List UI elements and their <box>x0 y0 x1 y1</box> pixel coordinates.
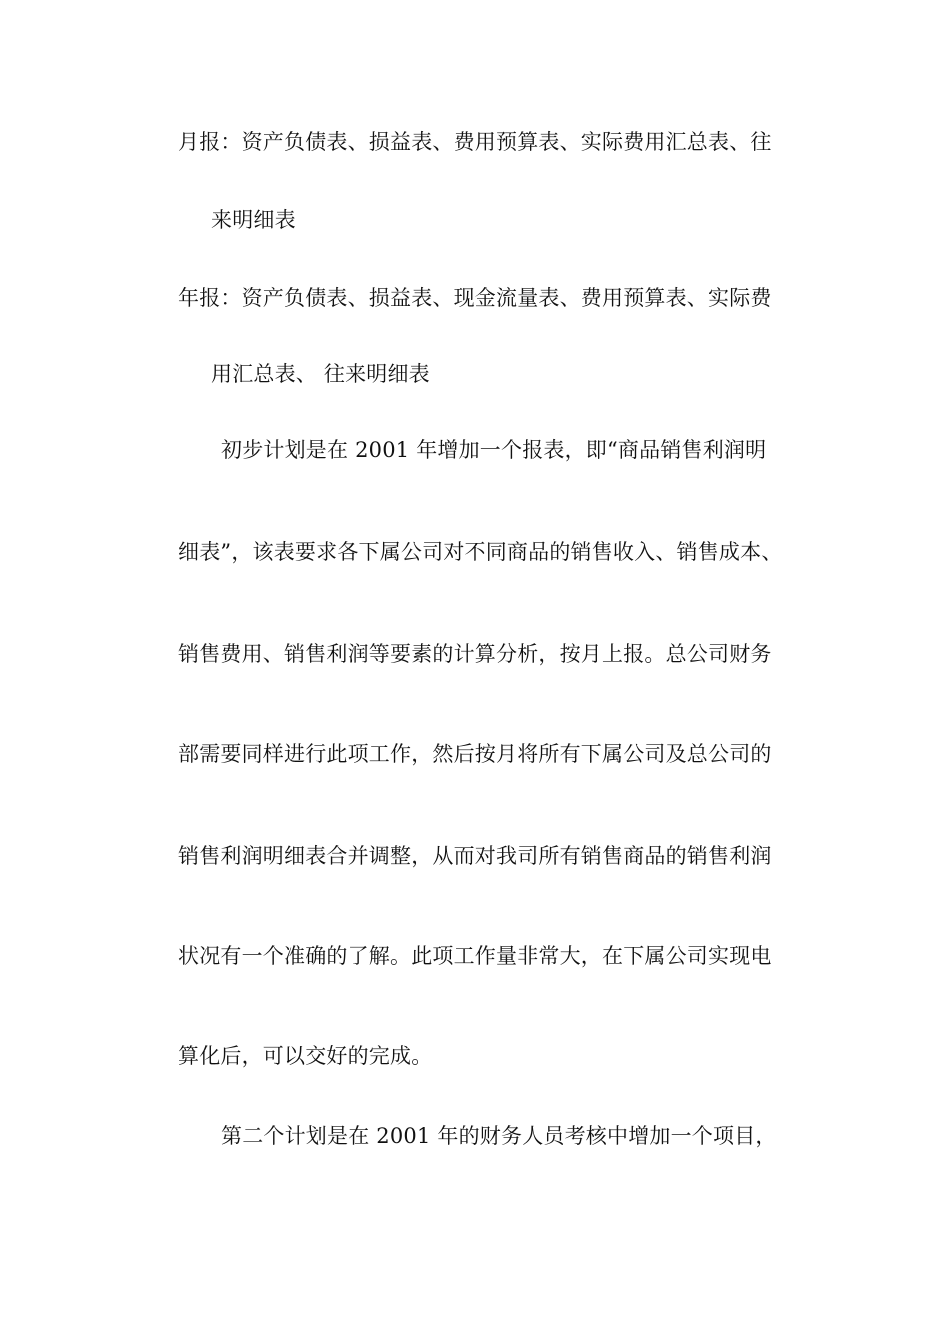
annual-report-line-2: 用汇总表、 往来明细表 <box>211 362 430 386</box>
paragraph-1-line-4: 部需要同样进行此项工作，然后按月将所有下属公司及总公司的 <box>178 742 772 766</box>
paragraph-1-line-5: 销售利润明细表合并调整，从而对我司所有销售商品的销售利润 <box>178 844 772 868</box>
paragraph-1-line-1: 初步计划是在 2001 年增加一个报表，即“商品销售利润明 <box>221 438 767 462</box>
paragraph-2-line-1: 第二个计划是在 2001 年的财务人员考核中增加一个项目， <box>221 1124 777 1148</box>
monthly-report-line-2: 来明细表 <box>211 208 296 232</box>
paragraph-1-line-2: 细表”，该表要求各下属公司对不同商品的销售收入、销售成本、 <box>178 540 783 564</box>
monthly-report-line-1: 月报：资产负债表、损益表、费用预算表、实际费用汇总表、往 <box>178 130 772 154</box>
paragraph-1-line-6: 状况有一个准确的了解。此项工作量非常大，在下属公司实现电 <box>178 944 772 968</box>
annual-report-line-1: 年报：资产负债表、损益表、现金流量表、费用预算表、实际费 <box>178 286 772 310</box>
paragraph-1-line-3: 销售费用、销售利润等要素的计算分析，按月上报。总公司财务 <box>178 642 772 666</box>
paragraph-1-line-7: 算化后，可以交好的完成。 <box>178 1044 433 1068</box>
